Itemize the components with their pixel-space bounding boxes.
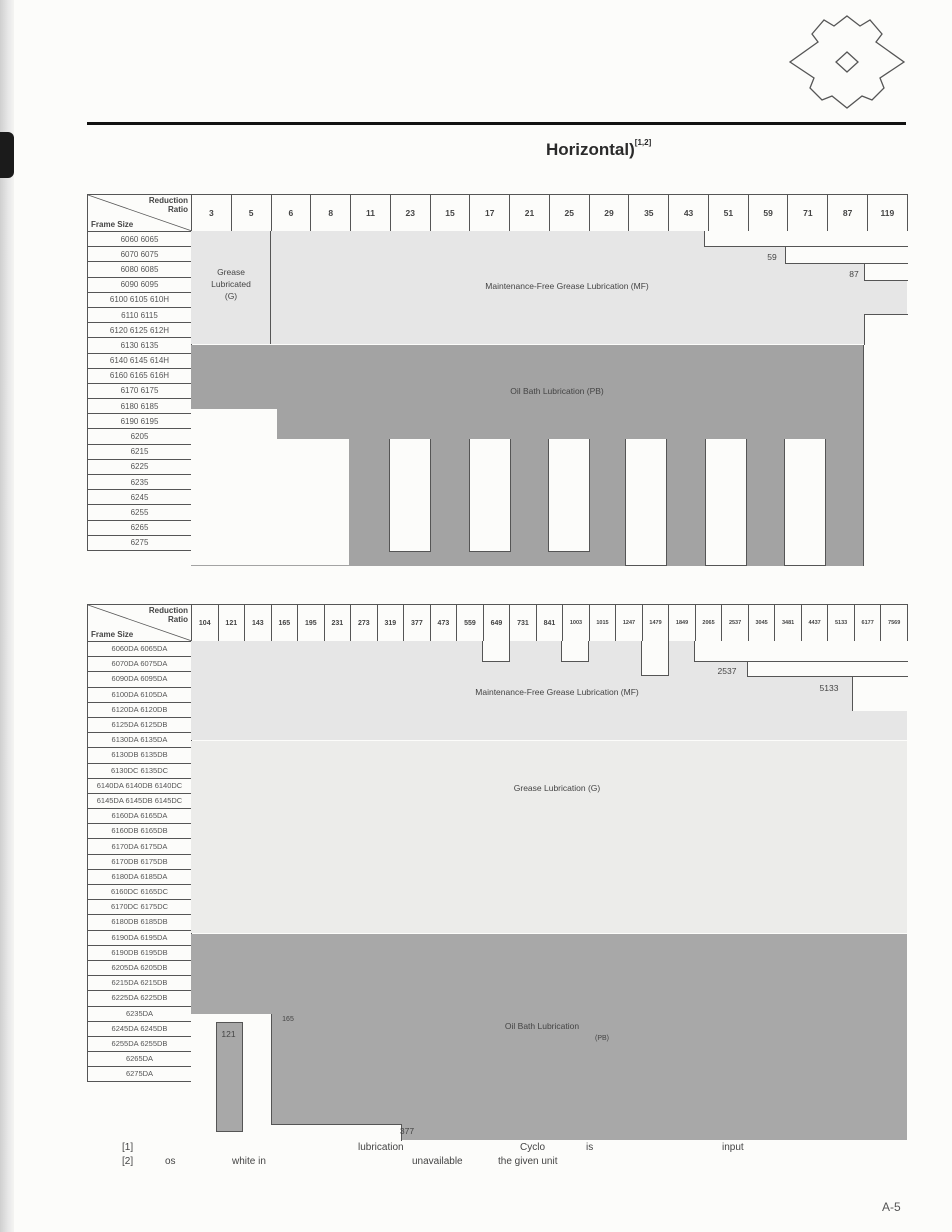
frame-size-cell: 6265: [88, 520, 192, 535]
ratio-header-11: 11: [351, 195, 391, 232]
frame-size-cell: 6160DB 6165DB: [88, 824, 192, 839]
frame-size-cell: 6180 6185: [88, 399, 192, 414]
frame-size-cell: 6090 6095: [88, 277, 192, 292]
footnote-2-text: the given unit: [498, 1156, 558, 1167]
ratio-header-17: 17: [470, 195, 510, 232]
pb-label: Oil Bath Lubrication: [504, 1021, 580, 1031]
corner-ratio-label: Reduction: [148, 196, 188, 205]
frame-size-cell: 6145DA 6145DB 6145DC: [88, 793, 192, 808]
ratio-header-29: 29: [589, 195, 629, 232]
ratio-header-104: 104: [192, 605, 219, 642]
ratio-header-195: 195: [298, 605, 325, 642]
header-rule: [87, 122, 906, 125]
frame-size-cell: 6245: [88, 490, 192, 505]
frame-size-cell: 6125DA 6125DB: [88, 717, 192, 732]
ratio-header-87: 87: [828, 195, 868, 232]
ratio-header-51: 51: [708, 195, 748, 232]
page-number: A-5: [882, 1200, 901, 1214]
frame-size-cell: 6265DA: [88, 1052, 192, 1067]
ratio-header-231: 231: [324, 605, 351, 642]
binder-clip: [0, 132, 14, 178]
frame-size-cell: 6060 6065: [88, 232, 192, 247]
ratio-header-43: 43: [669, 195, 709, 232]
footnote-2-text: unavailable: [412, 1156, 463, 1167]
frame-size-cell: 6110 6115: [88, 307, 192, 322]
ratio-header-6: 6: [271, 195, 311, 232]
ratio-header-15: 15: [430, 195, 470, 232]
ratio-header-5133: 5133: [828, 605, 855, 642]
frame-size-cell: 6160 6165 616H: [88, 368, 192, 383]
frame-size-cell: 6080 6085: [88, 262, 192, 277]
ratio-header-3: 3: [192, 195, 232, 232]
ratio-59-marker: 59: [767, 252, 777, 262]
ratio-header-23: 23: [390, 195, 430, 232]
ratio-header-7569: 7569: [881, 605, 908, 642]
frame-size-cell: 6225: [88, 459, 192, 474]
footnote-1-num: [1]: [122, 1142, 134, 1153]
frame-size-cell: 6130DB 6135DB: [88, 748, 192, 763]
pb-label: Oil Bath Lubrication (PB): [510, 386, 604, 396]
grease-label: Grease Lubrication (G): [513, 783, 601, 793]
frame-size-cell: 6140 6145 614H: [88, 353, 192, 368]
frame-size-cell: 6225DA 6225DB: [88, 991, 192, 1006]
frame-size-cell: 6160DA 6165DA: [88, 809, 192, 824]
ratio-header-273: 273: [351, 605, 378, 642]
diamond-logo-icon: [784, 10, 910, 114]
page-title: Horizontal)[1,2]: [546, 138, 652, 159]
corner-ratio-label: Ratio: [168, 615, 188, 624]
ratio-header-35: 35: [629, 195, 669, 232]
ratio-header-6177: 6177: [854, 605, 881, 642]
frame-size-cell: 6190 6195: [88, 414, 192, 429]
frame-size-cell: 6160DC 6165DC: [88, 885, 192, 900]
ratio-header-319: 319: [377, 605, 404, 642]
footnote-2-text: os: [165, 1156, 176, 1167]
frame-size-cell: 6070DA 6075DA: [88, 657, 192, 672]
frame-size-cell: 6275: [88, 535, 192, 550]
footnote-1-text: input: [722, 1142, 744, 1153]
frame-size-cell: 6180DB 6185DB: [88, 915, 192, 930]
frame-size-cell: 6170DB 6175DB: [88, 854, 192, 869]
ratio-header-1015: 1015: [589, 605, 616, 642]
frame-size-cell: 6100 6105 610H: [88, 292, 192, 307]
ratio-header-377: 377: [404, 605, 431, 642]
frame-size-cell: 6245DA 6245DB: [88, 1021, 192, 1036]
table1-overlay: [87, 194, 907, 566]
frame-size-cell: 6190DB 6195DB: [88, 945, 192, 960]
frame-size-cell: 6215: [88, 444, 192, 459]
ratio-header-1003: 1003: [563, 605, 590, 642]
ratio-header-649: 649: [483, 605, 510, 642]
ratio-header-559: 559: [457, 605, 484, 642]
frame-size-cell: 6070 6075: [88, 247, 192, 262]
ratio-header-119: 119: [868, 195, 908, 232]
frame-size-cell: 6235: [88, 475, 192, 490]
ratio-header-5: 5: [231, 195, 271, 232]
mf-label: Maintenance-Free Grease Lubrication (MF): [475, 687, 639, 697]
frame-size-cell: 6100DA 6105DA: [88, 687, 192, 702]
footnote-1-text: is: [586, 1142, 594, 1153]
frame-size-cell: 6275DA: [88, 1067, 192, 1082]
frame-size-cell: 6130DC 6135DC: [88, 763, 192, 778]
ratio-header-143: 143: [245, 605, 272, 642]
ratio-header-731: 731: [510, 605, 537, 642]
ratio-header-4437: 4437: [801, 605, 828, 642]
ratio-377-marker: 377: [399, 1126, 415, 1136]
corner-frame-label: Frame Size: [91, 630, 134, 639]
ratio-165-marker: 165: [282, 1016, 294, 1023]
ratio-header-473: 473: [430, 605, 457, 642]
corner-frame-label: Frame Size: [91, 220, 134, 229]
frame-size-cell: 6255DA 6255DB: [88, 1036, 192, 1051]
ratio-header-121: 121: [218, 605, 245, 642]
frame-size-cell: 6215DA 6215DB: [88, 976, 192, 991]
frame-size-cell: 6170DA 6175DA: [88, 839, 192, 854]
ratio-header-3045: 3045: [748, 605, 775, 642]
ratio-5133-marker: 5133: [819, 683, 839, 693]
ratio-header-25: 25: [549, 195, 589, 232]
ratio-87-marker: 87: [849, 269, 859, 279]
ratio-header-2065: 2065: [695, 605, 722, 642]
ratio-header-1247: 1247: [616, 605, 643, 642]
corner-ratio-label: Reduction: [148, 606, 188, 615]
ratio-header-841: 841: [536, 605, 563, 642]
mf-label: Maintenance-Free Grease Lubrication (MF): [485, 281, 649, 291]
frame-size-cell: 6180DA 6185DA: [88, 869, 192, 884]
ratio-121-marker: 121: [221, 1029, 236, 1039]
corner-ratio-label: Ratio: [168, 205, 188, 214]
frame-size-cell: 6235DA: [88, 1006, 192, 1021]
ratio-header-8: 8: [311, 195, 351, 232]
footnote-2-text: white in: [232, 1156, 266, 1167]
frame-size-cell: 6205DA 6205DB: [88, 960, 192, 975]
ratio-header-165: 165: [271, 605, 298, 642]
ratio-header-21: 21: [510, 195, 550, 232]
grease-lubricated-label: Grease Lubricated (G): [211, 267, 251, 301]
ratio-header-1479: 1479: [642, 605, 669, 642]
pb-sub-label: (PB): [595, 1035, 609, 1042]
frame-size-cell: 6170DC 6175DC: [88, 900, 192, 915]
ratio-header-1849: 1849: [669, 605, 696, 642]
ratio-header-3481: 3481: [775, 605, 802, 642]
frame-size-cell: 6120 6125 612H: [88, 323, 192, 338]
frame-size-cell: 6140DA 6140DB 6140DC: [88, 778, 192, 793]
frame-size-cell: 6120DA 6120DB: [88, 702, 192, 717]
frame-size-cell: 6255: [88, 505, 192, 520]
ratio-header-71: 71: [788, 195, 828, 232]
ratio-header-2537: 2537: [722, 605, 749, 642]
footnote-1-text: lubrication: [358, 1142, 404, 1153]
frame-size-cell: 6130DA 6135DA: [88, 733, 192, 748]
frame-size-cell: 6060DA 6065DA: [88, 642, 192, 657]
footnote-1-text: Cyclo: [520, 1142, 546, 1153]
frame-size-cell: 6190DA 6195DA: [88, 930, 192, 945]
frame-size-cell: 6205: [88, 429, 192, 444]
frame-size-cell: 6130 6135: [88, 338, 192, 353]
page-binding-edge: [0, 0, 14, 1232]
frame-size-cell: 6090DA 6095DA: [88, 672, 192, 687]
table2-overlay: [87, 604, 907, 1140]
ratio-2537-marker: 2537: [717, 666, 737, 676]
footnote-2-num: [2]: [122, 1156, 134, 1167]
frame-size-cell: 6170 6175: [88, 383, 192, 398]
ratio-header-59: 59: [748, 195, 788, 232]
